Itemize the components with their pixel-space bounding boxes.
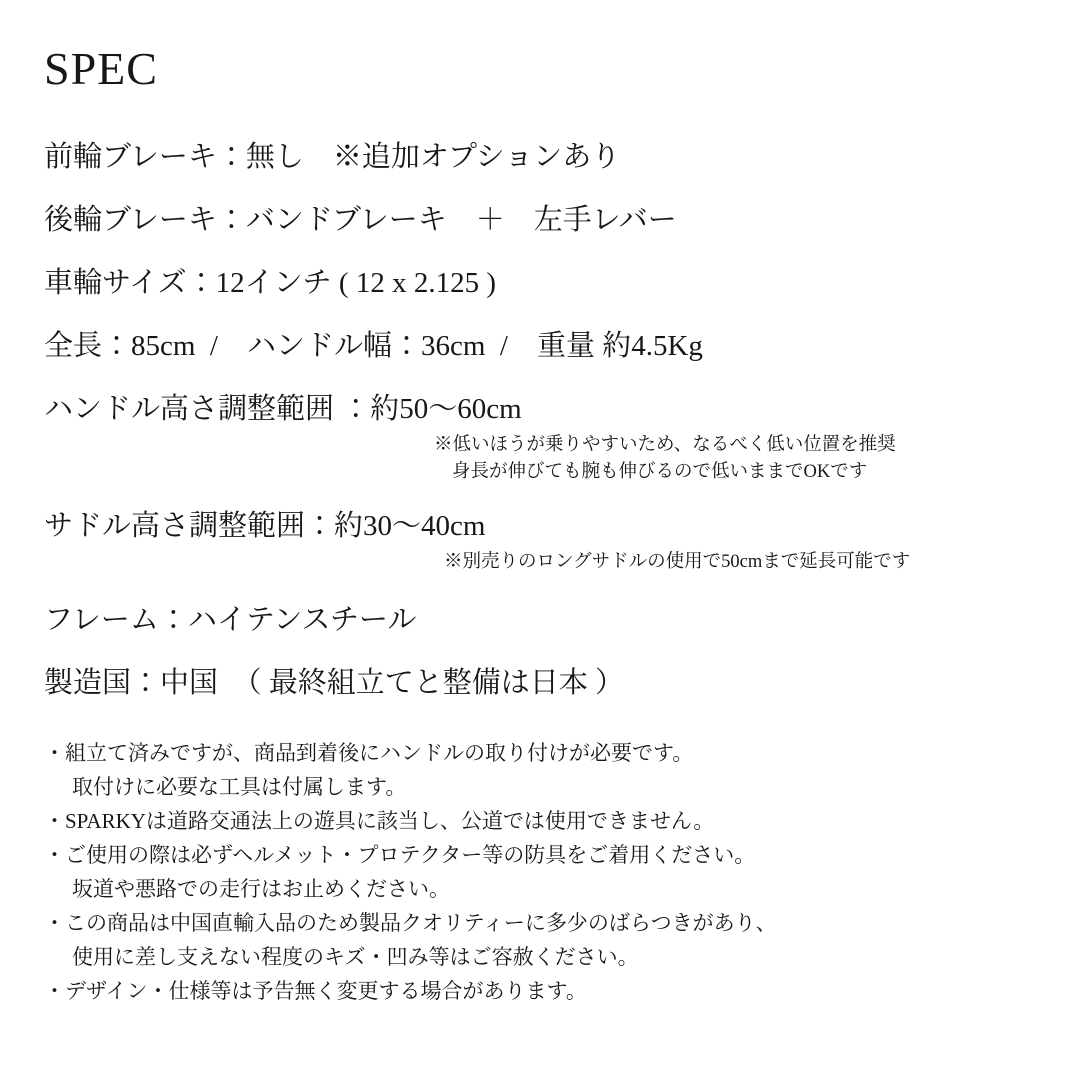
saddle-height-notes	[44, 549, 1036, 576]
handle-height-note-2: 身長が伸びても腕も伸びるので低いままでOKです	[452, 461, 868, 482]
page-title: SPEC	[44, 43, 158, 94]
handle-height-note-1: ※低いほうが乗りやすいため、なるべく低い位置を推奨	[434, 435, 896, 456]
spec-rear-brake: 後輪ブレーキ：バンドブレーキ ＋ 左手レバー	[44, 203, 677, 236]
notice-list	[44, 736, 1036, 1008]
notice-item: ・SPARKYは道路交通法上の遊具に該当し、公道では使用できません。	[44, 808, 715, 833]
notice-item: ・デザイン・仕様等は予告無く変更する場合があります。	[44, 979, 587, 1004]
saddle-height-note: ※別売りのロングサドルの使用で50cmまで延長可能です	[444, 551, 911, 572]
spec-dimensions: 全長：85cm / ハンドル幅：36cm / 重量 約4.5Kg	[44, 329, 703, 362]
spec-list	[44, 139, 1036, 702]
spec-country: 製造国：中国 （ 最終組立てと整備は日本 ）	[44, 666, 625, 699]
handle-height-notes	[44, 432, 1036, 486]
notice-item: ・組立て済みですが、商品到着後にハンドルの取り付けが必要です。	[44, 740, 694, 765]
notice-item: 使用に差し支えない程度のキズ・凹み等はご容赦ください。	[72, 945, 639, 969]
spec-wheel-size: 車輪サイズ：12インチ ( 12 x 2.125 )	[44, 266, 496, 299]
notice-item: ・ご使用の際は必ずヘルメット・プロテクター等の防具をご着用ください。	[44, 842, 756, 867]
notice-item: 取付けに必要な工具は付属します。	[72, 774, 407, 799]
notice-item: 坂道や悪路での走行はお止めください。	[72, 876, 450, 901]
spec-handle-height: ハンドル高さ調整範囲 ：約50〜60cm	[44, 393, 522, 426]
spec-saddle-height: サドル高さ調整範囲：約30〜40cm	[44, 509, 486, 542]
spec-front-brake: 前輪ブレーキ：無し ※追加オプションあり	[44, 140, 621, 173]
spec-frame: フレーム：ハイテンスチール	[44, 603, 417, 636]
notice-item: ・この商品は中国直輸入品のため製品クオリティーに多少のばらつきがあり、	[44, 910, 777, 935]
